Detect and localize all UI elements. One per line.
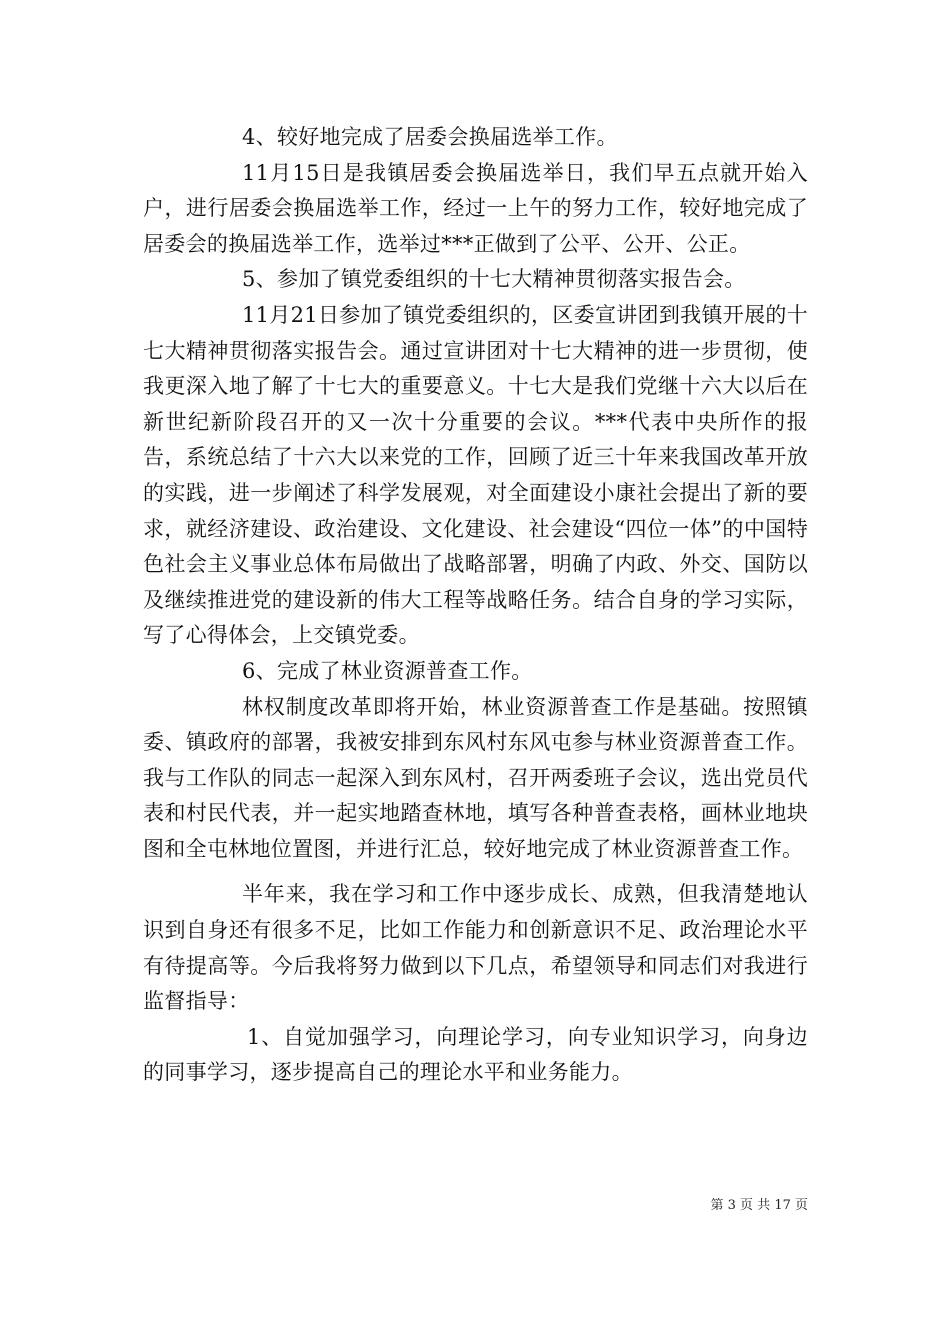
paragraph-election: 11月15日是我镇居委会换届选举日，我们早五点就开始入户，进行居委会换届选举工作，经过一上午的努力工作，较好地完成了居委会的换届选举工作，选举过***正做到了公平、公开、公正。: [143, 160, 808, 256]
paragraph-report-meeting: 11月21日参加了镇党委组织的，区委宣讲团到我镇开展的十七大精神贯彻落实报告会。通过宣讲团对十七大精神的进一步贯彻，使我更深入地了解了十七大的重要意义。十七大是我们党继十六大以后在新世纪新阶段召开的又一次十分重要的会议。***代表中央所作的报告，系统总结了十六大以来党的工作，回顾了近三十年来我国改革开放的实践，进一步阐述了科学发展观，对全面建设小康社会提出了新的要求，就经济建设、政治建设、文化建设、社会建设“四位一体”的中国特色社会主义事业总体布局做出了战略部署，明确了内政、外交、国防以及继续推进党的建设新的伟大工程等战略任务。结合自身的学习实际，写了心得体会，上交镇党委。: [143, 302, 808, 648]
section-heading-5: 5、参加了镇党委组织的十七大精神贯彻落实报告会。: [242, 267, 746, 292]
document-body: [143, 120, 808, 1091]
section-heading-6: 6、完成了林业资源普查工作。: [242, 658, 533, 683]
page-number: 第 3 页 共 17 页: [710, 1198, 808, 1213]
paragraph-self-assessment: 半年来，我在学习和工作中逐步成长、成熟，但我清楚地认识到自身还有很多不足，比如工作能力和创新意识不足、政治理论水平有待提高等。今后我将努力做到以下几点，希望领导和同志们对我进行监督指导：: [143, 882, 808, 1014]
section-heading-4: 4、较好地完成了居委会换届选举工作。: [242, 125, 618, 149]
list-item-1: 1、自觉加强学习，向理论学习，向专业知识学习，向身边的同事学习，逐步提高自己的理论水平和业务能力。: [143, 1024, 808, 1085]
paragraph-forest-survey: 林权制度改革即将开始，林业资源普查工作是基础。按照镇委、镇政府的部署，我被安排到东风村东风屯参与林业资源普查工作。我与工作队的同志一起深入到东风村，召开两委班子会议，选出党员代表和村民代表，并一起实地踏查林地，填写各种普查表格，画林业地块图和全屯林地位置图，并进行汇总，较好地完成了林业资源普查工作。: [143, 694, 808, 861]
